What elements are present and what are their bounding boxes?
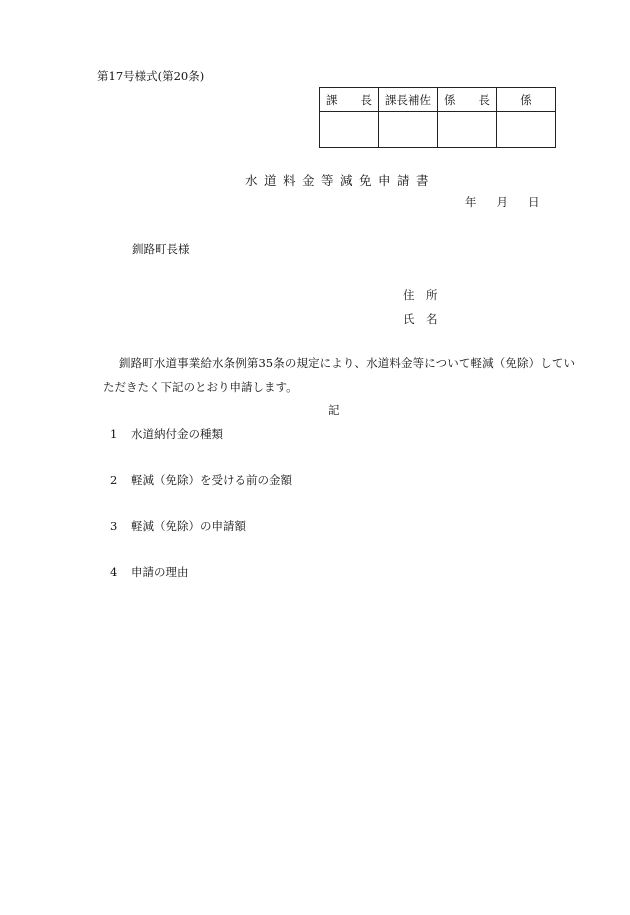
item-number: 1	[110, 427, 118, 441]
item-label: 申請の理由	[131, 565, 189, 579]
approval-stamp-table	[319, 87, 556, 148]
approval-header-assistant-chief: 課長補佐	[379, 88, 438, 112]
approval-header-staff: 係	[497, 88, 556, 112]
stamp-cell-section-chief[interactable]	[320, 112, 379, 148]
stamp-cell-subsection-chief[interactable]	[438, 112, 497, 148]
approval-header-subsection-chief: 係 長	[438, 88, 497, 112]
addressee: 釧路町長様	[132, 242, 190, 256]
form-number: 第17号様式(第20条)	[97, 69, 205, 83]
applicant-name-row	[403, 311, 448, 327]
approval-stamp-row	[320, 112, 556, 148]
approval-header-row	[320, 88, 556, 112]
list-item	[110, 518, 246, 534]
item-label: 軽減（免除）を受ける前の金額	[131, 473, 292, 487]
ki-heading: 記	[328, 403, 340, 417]
item-number: 3	[110, 519, 118, 533]
list-item	[110, 426, 223, 442]
date-month-label: 月	[496, 195, 508, 209]
date-line	[465, 194, 540, 210]
list-item	[110, 472, 292, 488]
item-label: 軽減（免除）の申請額	[131, 519, 246, 533]
stamp-cell-assistant-chief[interactable]	[379, 112, 438, 148]
stamp-cell-staff[interactable]	[497, 112, 556, 148]
date-day-label: 日	[528, 195, 540, 209]
list-item	[110, 564, 189, 580]
applicant-address-row	[403, 287, 448, 303]
request-statement: 釧路町水道事業給水条例第35条の規定により、水道料金等について軽減（免除）していただきたく下記のとおり申請します。	[103, 356, 575, 394]
item-number: 2	[110, 473, 118, 487]
item-label: 水道納付金の種類	[131, 427, 223, 441]
approval-header-section-chief: 課 長	[320, 88, 379, 112]
document-title: 水道料金等減免申請書	[245, 173, 436, 188]
address-label: 住 所	[403, 288, 438, 302]
name-label: 氏 名	[403, 312, 438, 326]
date-year-label: 年	[465, 195, 477, 209]
item-number: 4	[110, 565, 118, 579]
